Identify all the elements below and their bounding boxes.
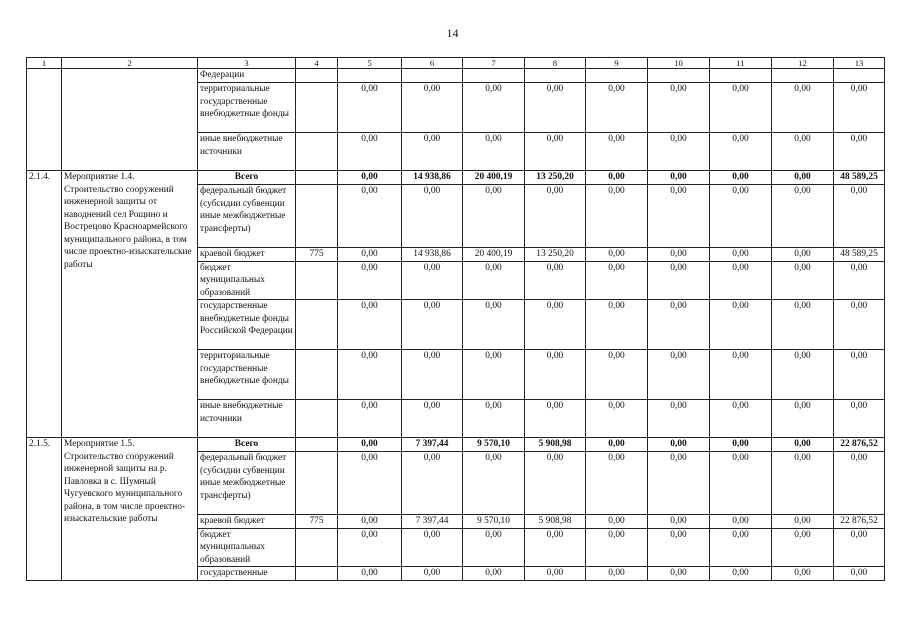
col-y8: 0,00 bbox=[772, 452, 834, 515]
col-y2 bbox=[402, 69, 463, 83]
col-code bbox=[296, 528, 338, 567]
col-y2: 7 397,44 bbox=[402, 438, 463, 452]
col-y3 bbox=[463, 69, 525, 83]
col-y3: 0,00 bbox=[463, 185, 525, 248]
col-code bbox=[296, 171, 338, 185]
col-code bbox=[296, 69, 338, 83]
col-y6: 0,00 bbox=[648, 528, 710, 567]
col-code bbox=[296, 83, 338, 133]
col-y1: 0,00 bbox=[338, 133, 402, 171]
col-y6 bbox=[648, 69, 710, 83]
col-y7: 0,00 bbox=[710, 528, 772, 567]
col-y6: 0,00 bbox=[648, 452, 710, 515]
col-y2: 0,00 bbox=[402, 400, 463, 438]
col-y4: 0,00 bbox=[525, 185, 586, 248]
col-y7: 0,00 bbox=[710, 300, 772, 350]
col-y3: 0,00 bbox=[463, 261, 525, 300]
col-source: иные внебюджетные источники bbox=[198, 400, 296, 438]
col-total: 0,00 bbox=[834, 350, 885, 400]
col-source: федеральный бюджет (субсидии субвенции иные межбюджетные трансферты) bbox=[198, 185, 296, 248]
col-y3: 0,00 bbox=[463, 300, 525, 350]
column-header-10: 10 bbox=[648, 58, 710, 69]
col-y3: 0,00 bbox=[463, 350, 525, 400]
col-total: 0,00 bbox=[834, 185, 885, 248]
col-y2: 0,00 bbox=[402, 567, 463, 581]
col-y8: 0,00 bbox=[772, 350, 834, 400]
measure-index bbox=[27, 69, 62, 171]
col-code bbox=[296, 438, 338, 452]
col-y4: 5 908,98 bbox=[525, 438, 586, 452]
col-source: Федерации bbox=[198, 69, 296, 83]
col-source: государственные bbox=[198, 567, 296, 581]
col-code bbox=[296, 261, 338, 300]
col-y1: 0,00 bbox=[338, 300, 402, 350]
col-y6: 0,00 bbox=[648, 515, 710, 529]
col-y5: 0,00 bbox=[586, 300, 648, 350]
col-y8: 0,00 bbox=[772, 261, 834, 300]
col-source: территориальные государственные внебюджетные фонды bbox=[198, 83, 296, 133]
col-y4: 0,00 bbox=[525, 452, 586, 515]
measure-title bbox=[62, 69, 198, 171]
col-y3: 9 570,10 bbox=[463, 438, 525, 452]
col-y2: 0,00 bbox=[402, 133, 463, 171]
col-y2: 0,00 bbox=[402, 83, 463, 133]
col-code: 775 bbox=[296, 248, 338, 262]
col-y8: 0,00 bbox=[772, 438, 834, 452]
col-total: 0,00 bbox=[834, 567, 885, 581]
col-total: 0,00 bbox=[834, 300, 885, 350]
col-y2: 0,00 bbox=[402, 452, 463, 515]
col-y8: 0,00 bbox=[772, 171, 834, 185]
col-code bbox=[296, 300, 338, 350]
col-y5: 0,00 bbox=[586, 261, 648, 300]
col-code: 775 bbox=[296, 515, 338, 529]
col-y6: 0,00 bbox=[648, 133, 710, 171]
col-y7: 0,00 bbox=[710, 452, 772, 515]
col-y3: 0,00 bbox=[463, 528, 525, 567]
col-y5: 0,00 bbox=[586, 171, 648, 185]
col-y7: 0,00 bbox=[710, 261, 772, 300]
col-y2: 0,00 bbox=[402, 185, 463, 248]
column-header-8: 8 bbox=[525, 58, 586, 69]
table-header-row bbox=[27, 58, 885, 69]
col-y4: 0,00 bbox=[525, 300, 586, 350]
column-header-4: 4 bbox=[296, 58, 338, 69]
col-y8: 0,00 bbox=[772, 528, 834, 567]
budget-table bbox=[26, 57, 885, 581]
col-y8 bbox=[772, 69, 834, 83]
col-y6: 0,00 bbox=[648, 248, 710, 262]
col-y7: 0,00 bbox=[710, 133, 772, 171]
col-y6: 0,00 bbox=[648, 438, 710, 452]
col-y5: 0,00 bbox=[586, 515, 648, 529]
col-y4: 0,00 bbox=[525, 350, 586, 400]
col-y6: 0,00 bbox=[648, 300, 710, 350]
col-y4: 0,00 bbox=[525, 400, 586, 438]
col-y4: 0,00 bbox=[525, 133, 586, 171]
column-header-12: 12 bbox=[772, 58, 834, 69]
column-header-2: 2 bbox=[62, 58, 198, 69]
col-y3: 0,00 bbox=[463, 400, 525, 438]
table-row bbox=[27, 438, 885, 452]
col-y3: 9 570,10 bbox=[463, 515, 525, 529]
col-code bbox=[296, 185, 338, 248]
col-code bbox=[296, 133, 338, 171]
col-code bbox=[296, 350, 338, 400]
col-source: иные внебюджетные источники bbox=[198, 133, 296, 171]
col-y8: 0,00 bbox=[772, 185, 834, 248]
col-source: территориальные государственные внебюджетные фонды bbox=[198, 350, 296, 400]
col-total: 0,00 bbox=[834, 400, 885, 438]
col-y2: 0,00 bbox=[402, 261, 463, 300]
col-y1: 0,00 bbox=[338, 261, 402, 300]
table-row bbox=[27, 69, 885, 83]
col-y6: 0,00 bbox=[648, 171, 710, 185]
col-y5: 0,00 bbox=[586, 350, 648, 400]
col-y8: 0,00 bbox=[772, 400, 834, 438]
measure-index: 2.1.4. bbox=[27, 171, 62, 438]
col-y4: 5 908,98 bbox=[525, 515, 586, 529]
col-y8: 0,00 bbox=[772, 515, 834, 529]
col-total: 0,00 bbox=[834, 452, 885, 515]
table-row bbox=[27, 171, 885, 185]
col-total: 48 589,25 bbox=[834, 248, 885, 262]
col-y2: 0,00 bbox=[402, 300, 463, 350]
col-y5: 0,00 bbox=[586, 400, 648, 438]
col-y5: 0,00 bbox=[586, 438, 648, 452]
col-y4: 0,00 bbox=[525, 567, 586, 581]
col-y3: 0,00 bbox=[463, 83, 525, 133]
col-y6: 0,00 bbox=[648, 350, 710, 400]
col-source: Всего bbox=[198, 438, 296, 452]
measure-index: 2.1.5. bbox=[27, 438, 62, 581]
col-total: 0,00 bbox=[834, 261, 885, 300]
col-y1: 0,00 bbox=[338, 185, 402, 248]
col-y2: 14 938,86 bbox=[402, 171, 463, 185]
column-header-11: 11 bbox=[710, 58, 772, 69]
col-y2: 14 938,86 bbox=[402, 248, 463, 262]
col-y2: 0,00 bbox=[402, 528, 463, 567]
col-y2: 7 397,44 bbox=[402, 515, 463, 529]
col-y1: 0,00 bbox=[338, 350, 402, 400]
col-y6: 0,00 bbox=[648, 261, 710, 300]
col-y5: 0,00 bbox=[586, 528, 648, 567]
col-source: бюджет муниципальных образований bbox=[198, 528, 296, 567]
col-y1: 0,00 bbox=[338, 171, 402, 185]
col-y6: 0,00 bbox=[648, 567, 710, 581]
col-source: государственные внебюджетные фонды Российской Федерации bbox=[198, 300, 296, 350]
column-header-13: 13 bbox=[834, 58, 885, 69]
col-y1: 0,00 bbox=[338, 248, 402, 262]
col-y1: 0,00 bbox=[338, 515, 402, 529]
col-y1: 0,00 bbox=[338, 528, 402, 567]
col-y4: 0,00 bbox=[525, 83, 586, 133]
col-y1: 0,00 bbox=[338, 452, 402, 515]
col-source: Всего bbox=[198, 171, 296, 185]
col-y8: 0,00 bbox=[772, 567, 834, 581]
col-y7: 0,00 bbox=[710, 400, 772, 438]
col-y5 bbox=[586, 69, 648, 83]
col-y1: 0,00 bbox=[338, 438, 402, 452]
col-code bbox=[296, 452, 338, 515]
col-y7: 0,00 bbox=[710, 83, 772, 133]
col-total: 0,00 bbox=[834, 528, 885, 567]
column-header-7: 7 bbox=[463, 58, 525, 69]
col-total: 22 876,52 bbox=[834, 438, 885, 452]
col-total: 0,00 bbox=[834, 133, 885, 171]
col-y1: 0,00 bbox=[338, 83, 402, 133]
col-y2: 0,00 bbox=[402, 350, 463, 400]
col-y3: 0,00 bbox=[463, 452, 525, 515]
col-y3: 20 400,19 bbox=[463, 171, 525, 185]
measure-title: Мероприятие 1.5. Строительство сооружений инженерной защиты на р. Павловка в с. Шумный Чугуевского муниципального района, в том числе проектно-изыскательские работы bbox=[62, 438, 198, 581]
col-y1: 0,00 bbox=[338, 567, 402, 581]
col-y5: 0,00 bbox=[586, 248, 648, 262]
col-total bbox=[834, 69, 885, 83]
page-number: 14 bbox=[446, 26, 459, 40]
col-y6: 0,00 bbox=[648, 400, 710, 438]
col-source: краевой бюджет bbox=[198, 515, 296, 529]
col-total: 48 589,25 bbox=[834, 171, 885, 185]
col-y8: 0,00 bbox=[772, 83, 834, 133]
col-y1: 0,00 bbox=[338, 400, 402, 438]
col-source: краевой бюджет bbox=[198, 248, 296, 262]
column-header-3: 3 bbox=[198, 58, 296, 69]
col-y7: 0,00 bbox=[710, 350, 772, 400]
col-y6: 0,00 bbox=[648, 185, 710, 248]
col-y7: 0,00 bbox=[710, 248, 772, 262]
col-y5: 0,00 bbox=[586, 567, 648, 581]
col-y7: 0,00 bbox=[710, 171, 772, 185]
col-y1 bbox=[338, 69, 402, 83]
col-y5: 0,00 bbox=[586, 133, 648, 171]
col-code bbox=[296, 567, 338, 581]
col-y8: 0,00 bbox=[772, 248, 834, 262]
column-header-5: 5 bbox=[338, 58, 402, 69]
col-y4: 13 250,20 bbox=[525, 248, 586, 262]
col-y7: 0,00 bbox=[710, 185, 772, 248]
col-y6: 0,00 bbox=[648, 83, 710, 133]
col-y4: 0,00 bbox=[525, 528, 586, 567]
col-y7: 0,00 bbox=[710, 567, 772, 581]
column-header-1: 1 bbox=[27, 58, 62, 69]
col-y5: 0,00 bbox=[586, 452, 648, 515]
col-y4: 0,00 bbox=[525, 261, 586, 300]
col-y7: 0,00 bbox=[710, 515, 772, 529]
col-y3: 20 400,19 bbox=[463, 248, 525, 262]
col-y7: 0,00 bbox=[710, 438, 772, 452]
col-y8: 0,00 bbox=[772, 133, 834, 171]
col-source: бюджет муниципальных образований bbox=[198, 261, 296, 300]
column-header-6: 6 bbox=[402, 58, 463, 69]
col-total: 22 876,52 bbox=[834, 515, 885, 529]
col-y3: 0,00 bbox=[463, 567, 525, 581]
col-y5: 0,00 bbox=[586, 83, 648, 133]
col-y7 bbox=[710, 69, 772, 83]
col-source: федеральный бюджет (субсидии субвенции иные межбюджетные трансферты) bbox=[198, 452, 296, 515]
measure-title: Мероприятие 1.4. Строительство сооружений инженерной защиты от наводнений сел Рощино и Вострецово Красноармейского муниципального района, в том числе проектно-изыскательские работы bbox=[62, 171, 198, 438]
col-y4 bbox=[525, 69, 586, 83]
col-total: 0,00 bbox=[834, 83, 885, 133]
col-y5: 0,00 bbox=[586, 185, 648, 248]
col-y3: 0,00 bbox=[463, 133, 525, 171]
col-y4: 13 250,20 bbox=[525, 171, 586, 185]
column-header-9: 9 bbox=[586, 58, 648, 69]
col-code bbox=[296, 400, 338, 438]
col-y8: 0,00 bbox=[772, 300, 834, 350]
